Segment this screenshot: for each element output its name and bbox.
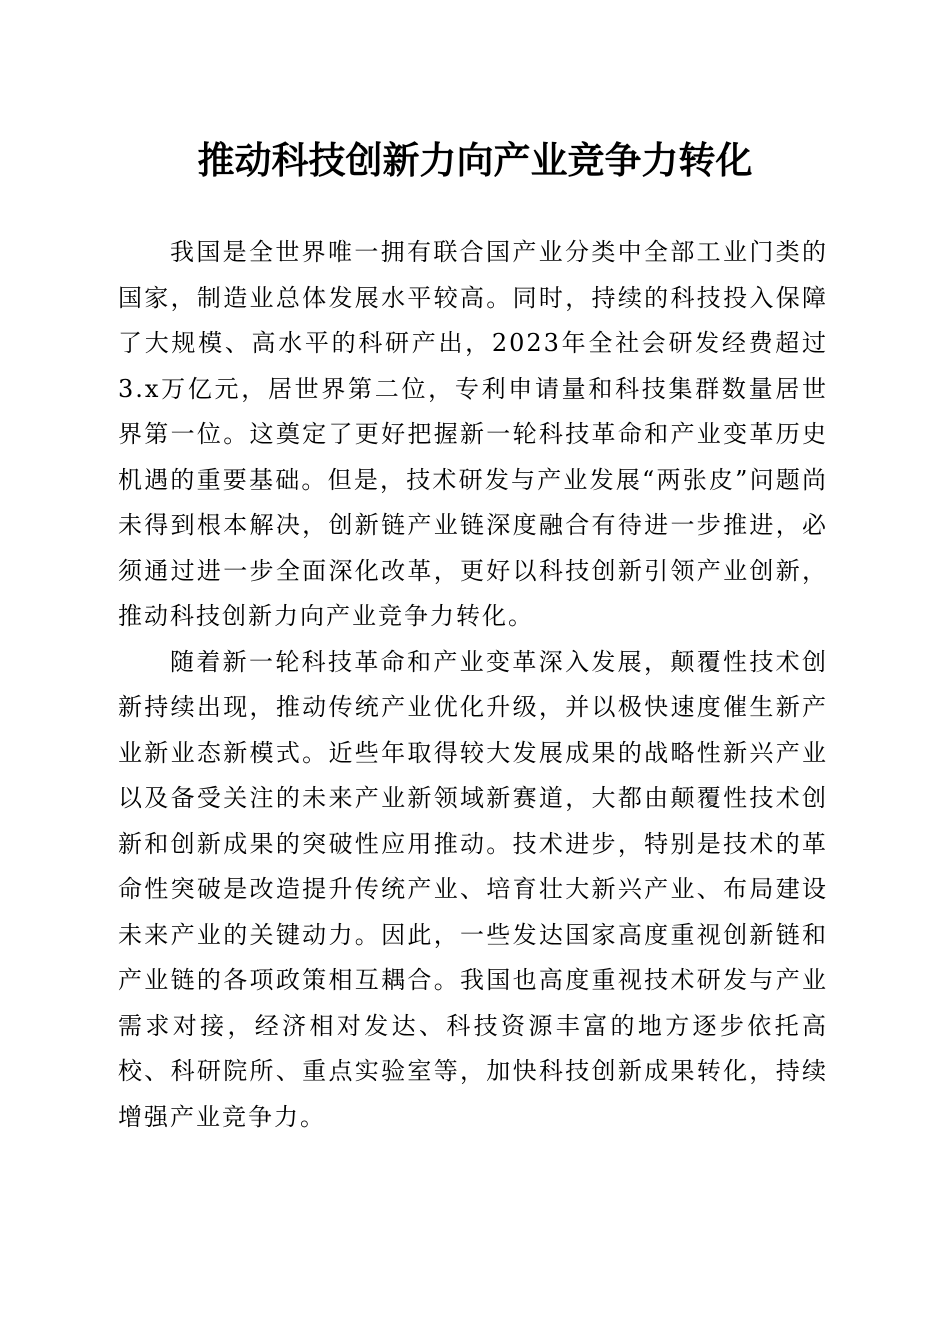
paragraph-1: 我国是全世界唯一拥有联合国产业分类中全部工业门类的国家，制造业总体发展水平较高。同时，持续的科技投入保障了大规模、高水平的科研产出，2023年全社会研发经费超过3.x万亿元，居世界第二位，专利申请量和科技集群数量居世界第一位。这奠定了更好把握新一轮科技革命和产业变革历史机遇的重要基础。但是，技术研发与产业发展“两张皮”问题尚未得到根本解决，创新链产业链深度融合有待进一步推进，必须通过进一步全面深化改革，更好以科技创新引领产业创新，推动科技创新力向产业竞争力转化。 xyxy=(118,238,828,630)
page-title: 推动科技创新力向产业竞争力转化 xyxy=(197,138,753,182)
document-body xyxy=(118,230,828,1140)
paragraph-2: 随着新一轮科技革命和产业变革深入发展，颠覆性技术创新持续出现，推动传统产业优化升级，并以极快速度催生新产业新业态新模式。近些年取得较大发展成果的战略性新兴产业以及备受关注的未来产业新领域新赛道，大都由颠覆性技术创新和创新成果的突破性应用推动。技术进步，特别是技术的革命性突破是改造提升传统产业、培育壮大新兴产业、布局建设未来产业的关键动力。因此，一些发达国家高度重视创新链和产业链的各项政策相互耦合。我国也高度重视技术研发与产业需求对接，经济相对发达、科技资源丰富的地方逐步依托高校、科研院所、重点实验室等，加快科技创新成果转化，持续增强产业竞争力。 xyxy=(118,647,828,1131)
